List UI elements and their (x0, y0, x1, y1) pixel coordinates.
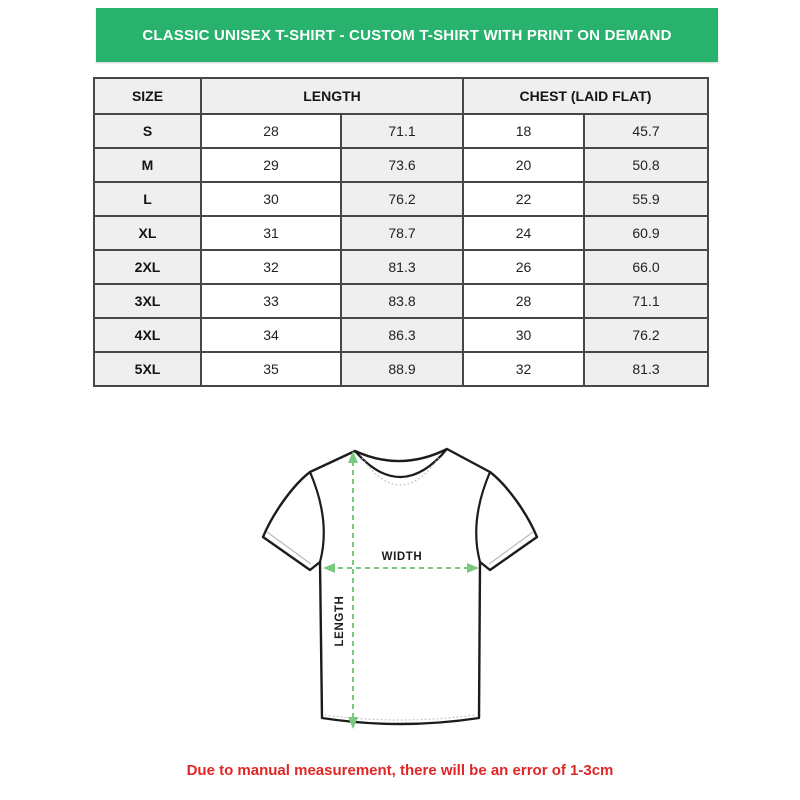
size-cell: L (94, 182, 201, 216)
length-in-cell: 29 (201, 148, 341, 182)
measurement-note: Due to manual measurement, there will be an error of 1-3cm (186, 762, 614, 779)
width-label: WIDTH (381, 551, 423, 563)
size-cell: S (94, 114, 201, 148)
length-cm-cell: 83.8 (341, 284, 463, 318)
chest-cm-cell: 45.7 (584, 114, 708, 148)
header-chest: CHEST (LAID FLAT) (463, 78, 708, 114)
header-length: LENGTH (201, 78, 463, 114)
table-header-row (94, 78, 708, 114)
chest-in-cell: 26 (463, 250, 584, 284)
chest-in-cell: 24 (463, 216, 584, 250)
length-in-cell: 31 (201, 216, 341, 250)
table-row (94, 114, 708, 148)
chest-cm-cell: 76.2 (584, 318, 708, 352)
chest-cm-cell: 81.3 (584, 352, 708, 386)
table-row (94, 148, 708, 182)
length-in-cell: 35 (201, 352, 341, 386)
table-row (94, 182, 708, 216)
length-cm-cell: 88.9 (341, 352, 463, 386)
length-cm-cell: 81.3 (341, 250, 463, 284)
size-cell: M (94, 148, 201, 182)
chest-cm-cell: 60.9 (584, 216, 708, 250)
length-cm-cell: 86.3 (341, 318, 463, 352)
size-cell: 5XL (94, 352, 201, 386)
size-cell: 2XL (94, 250, 201, 284)
tshirt-outline (263, 449, 537, 724)
table-row (94, 284, 708, 318)
tshirt-diagram (255, 443, 545, 738)
length-label: LENGTH (334, 595, 346, 647)
chest-cm-cell: 71.1 (584, 284, 708, 318)
length-in-cell: 32 (201, 250, 341, 284)
table-row (94, 352, 708, 386)
title-banner (96, 8, 718, 62)
header-size: SIZE (94, 78, 201, 114)
size-cell: XL (94, 216, 201, 250)
table-row (94, 250, 708, 284)
chest-in-cell: 18 (463, 114, 584, 148)
table-row (94, 318, 708, 352)
length-in-cell: 34 (201, 318, 341, 352)
chest-in-cell: 22 (463, 182, 584, 216)
length-in-cell: 33 (201, 284, 341, 318)
length-cm-cell: 76.2 (341, 182, 463, 216)
length-cm-cell: 71.1 (341, 114, 463, 148)
chest-in-cell: 30 (463, 318, 584, 352)
chest-cm-cell: 55.9 (584, 182, 708, 216)
chest-in-cell: 28 (463, 284, 584, 318)
size-table (93, 77, 709, 387)
length-cm-cell: 78.7 (341, 216, 463, 250)
page-title: CLASSIC UNISEX T-SHIRT - CUSTOM T-SHIRT WITH PRINT ON DEMAND (142, 26, 672, 44)
length-cm-cell: 73.6 (341, 148, 463, 182)
size-cell: 3XL (94, 284, 201, 318)
length-in-cell: 30 (201, 182, 341, 216)
chest-in-cell: 32 (463, 352, 584, 386)
size-cell: 4XL (94, 318, 201, 352)
chest-in-cell: 20 (463, 148, 584, 182)
chest-cm-cell: 66.0 (584, 250, 708, 284)
chest-cm-cell: 50.8 (584, 148, 708, 182)
table-row (94, 216, 708, 250)
length-in-cell: 28 (201, 114, 341, 148)
